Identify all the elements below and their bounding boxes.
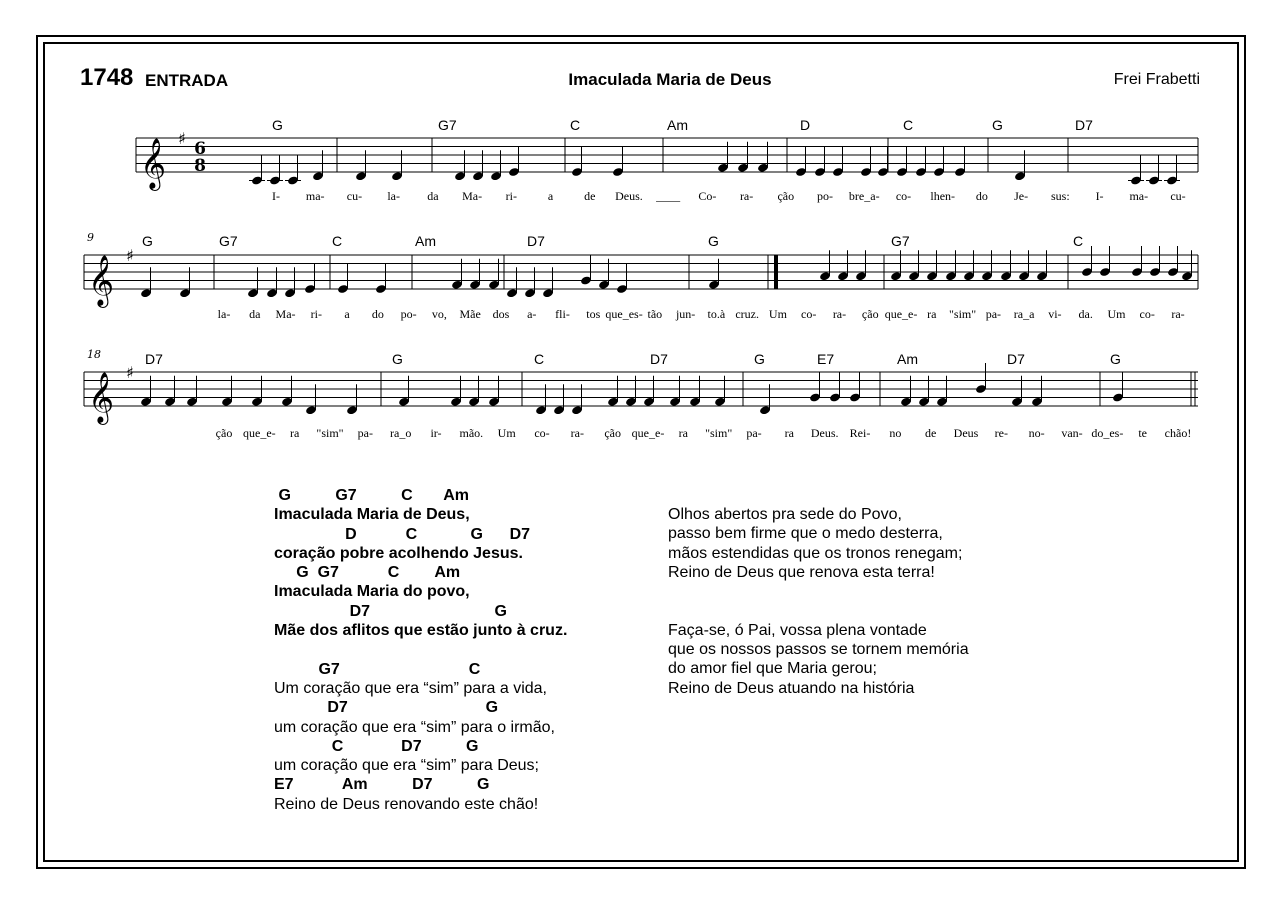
lyric-syllable: Rei- (849, 426, 871, 440)
chord-symbol: Am (667, 117, 688, 133)
lyric-syllable: da (427, 189, 439, 203)
lyric-syllable: ção (215, 426, 233, 440)
lyrics-right-column (668, 505, 969, 698)
lyric-syllable: ção (604, 426, 621, 440)
lyric-syllable: ma- (1129, 189, 1149, 203)
lyric-syllable: ri- (310, 307, 322, 321)
lyric-syllable: ra_a (1013, 307, 1035, 321)
lyric-syllable: co- (1139, 307, 1155, 321)
treble-clef-icon: 𝄞 (88, 255, 115, 306)
lyric-line: Imaculada Maria de Deus, (274, 506, 470, 524)
lyric-syllable: que_e- (631, 426, 665, 440)
lyric-syllable: ção (777, 189, 795, 203)
chord-symbol: E7 (817, 351, 835, 367)
chord-symbol: C (903, 117, 914, 133)
lyric-syllable: co- (534, 426, 550, 440)
lyric-syllable: jun- (675, 307, 696, 321)
lyric-syllable: chão! (1164, 426, 1192, 440)
lyric-syllable: ra (784, 426, 794, 440)
lyric-syllable: co- (895, 189, 912, 203)
lyric-line: Reino de Deus renovando este chão! (274, 795, 539, 813)
lyric-syllable: tos (586, 307, 601, 321)
lyric-line: mãos estendidas que os tronos renegam; (668, 544, 963, 562)
lyric-syllable: dos (492, 307, 510, 321)
staff-system-3 (84, 363, 1198, 415)
lyric-syllable: ra (290, 426, 300, 440)
lyric-syllable: do_es- (1091, 426, 1124, 440)
chord-symbol: G (992, 117, 1003, 133)
lyric-line: coração pobre acolhendo Jesus. (274, 544, 523, 562)
chord-symbol: G (1110, 351, 1121, 367)
lyric-syllable: I- (1095, 189, 1104, 203)
lyric-syllable: ra- (832, 307, 847, 321)
lyric-syllable: no (889, 426, 902, 440)
lyric-syllable: a (344, 307, 350, 321)
sharp-icon: ♯ (178, 129, 186, 148)
chord-line: D C G D7 (274, 525, 531, 543)
lyric-syllable: te (1138, 426, 1148, 440)
lyric-syllable: ra (678, 426, 688, 440)
lyric-syllable: Deus (953, 426, 979, 440)
staff-system-1 (136, 138, 1198, 186)
lyric-line: Reino de Deus que renova esta terra! (668, 563, 935, 581)
lyric-syllable: que_e- (243, 426, 276, 440)
lyric-line: Faça-se, ó Pai, vossa plena vontade (668, 621, 927, 639)
chord-symbol: G7 (891, 233, 910, 249)
lyric-syllable: ra- (1171, 307, 1185, 321)
lyric-syllable: Ma- (462, 189, 483, 203)
chord-line: D7 G (274, 699, 499, 717)
chord-line: G G7 C Am (274, 487, 469, 504)
lyric-syllable: co- (801, 307, 817, 321)
lyric-syllable: da (249, 307, 261, 321)
lyric-line: Imaculada Maria do povo, (274, 583, 470, 601)
staff-system-2 (84, 246, 1198, 298)
lyric-line (274, 640, 567, 659)
lyric-syllable: la- (217, 307, 231, 321)
lyric-syllable: ____ (656, 189, 681, 203)
lyric-syllable: no- (1028, 426, 1045, 440)
lyric-syllable: I- (272, 189, 280, 203)
lyric-syllable: de (584, 189, 596, 203)
chord-symbol: G (754, 351, 765, 367)
lyric-syllable: ir- (430, 426, 442, 440)
lyric-syllable: re- (994, 426, 1008, 440)
lyric-syllable: po- (400, 307, 417, 321)
chord-line: G G7 C Am (274, 564, 461, 582)
hymn-title: Imaculada Maria de Deus (568, 70, 772, 89)
lyric-line (668, 601, 969, 620)
lyric-line: passo bem firme que o medo desterra, (668, 525, 943, 543)
lyric-syllable: la- (387, 189, 400, 203)
lyric-syllable: ma- (305, 189, 325, 203)
time-signature-top: 6 (194, 139, 206, 159)
lyric-line: Um coração que era “sim” para a vida, (274, 679, 547, 697)
lyric-syllable: ri- (505, 189, 517, 203)
lyric-syllable: ra (927, 307, 937, 321)
lyric-syllable: Um (497, 426, 516, 440)
lyric-line: Mãe dos aflitos que estão junto à cruz. (274, 622, 568, 640)
lyric-syllable: ra_o (390, 426, 412, 440)
lyric-syllable: sus: (1051, 189, 1070, 203)
chord-symbol: G7 (438, 117, 457, 133)
measure-number: 9 (87, 231, 94, 244)
lyrics-left-column (274, 486, 567, 814)
lyric-syllable: que_e- (884, 307, 918, 321)
lyric-syllable: to.à (707, 307, 726, 321)
lyric-line: Reino de Deus atuando na história (668, 679, 915, 697)
lyric-syllable: Mãe (459, 307, 481, 321)
lyric-syllable: "sim" (949, 307, 977, 321)
lyric-line: um coração que era “sim” para Deus; (274, 757, 539, 775)
chord-symbol: D7 (145, 351, 163, 367)
lyric-syllable: cu- (346, 189, 363, 203)
lyric-syllable: do (975, 189, 988, 203)
lyric-syllable: "sim" (705, 426, 733, 440)
chord-symbol: G (708, 233, 719, 249)
thick-bar-line (774, 255, 778, 289)
lyric-syllable: mão. (459, 426, 484, 440)
lyric-line (668, 582, 969, 601)
lyric-syllable: po- (817, 189, 834, 203)
chord-symbol: Am (415, 233, 436, 249)
chord-symbol: C (332, 233, 343, 249)
lyric-syllable: tão (647, 307, 663, 321)
lyric-syllable: ra- (739, 189, 754, 203)
chord-symbol: G7 (219, 233, 238, 249)
chord-symbol: G (392, 351, 403, 367)
lyric-syllable: Um (768, 307, 787, 321)
treble-clef-icon: 𝄞 (140, 138, 167, 189)
lyric-syllable: cu- (1170, 189, 1186, 203)
chord-symbol: C (570, 117, 581, 133)
hymn-number: 1748 (80, 64, 134, 91)
lyric-syllable: cruz. (735, 307, 759, 321)
chord-symbol: Am (897, 351, 918, 367)
lyric-syllable: da. (1078, 307, 1093, 321)
lyric-syllable: van- (1061, 426, 1083, 440)
chord-symbol: C (534, 351, 545, 367)
lyric-syllable: vi- (1048, 307, 1062, 321)
chord-symbol: D7 (650, 351, 668, 367)
lyric-syllable: a (547, 189, 554, 203)
lyric-line: um coração que era “sim” para o irmão, (274, 718, 555, 736)
lyric-syllable: Um (1107, 307, 1126, 321)
chord-symbol: D7 (1007, 351, 1025, 367)
chord-symbol: D (800, 117, 811, 133)
sharp-icon: ♯ (126, 363, 134, 382)
chord-symbol: C (1073, 233, 1084, 249)
lyric-syllable: Je- (1014, 189, 1029, 203)
chord-line: D7 G (274, 602, 507, 620)
lyric-syllable: ção (861, 307, 879, 321)
sharp-icon: ♯ (126, 246, 134, 265)
lyric-syllable: do (371, 307, 384, 321)
chord-line: G7 C (274, 660, 481, 678)
section-label: ENTRADA (145, 71, 229, 90)
chord-line: C D7 G (274, 737, 479, 755)
treble-clef-icon: 𝄞 (88, 372, 115, 423)
lyric-syllable: "sim" (316, 426, 344, 440)
lyric-syllable: a- (527, 307, 537, 321)
lyric-syllable: pa- (357, 426, 373, 440)
chord-line: E7 Am D7 G (274, 776, 490, 794)
composer: Frei Frabetti (1113, 71, 1200, 88)
lyric-line: do amor fiel que Maria gerou; (668, 660, 877, 678)
lyric-syllable: pa- (746, 426, 762, 440)
lyric-syllable: vo, (431, 307, 447, 321)
lyric-syllable: Deus. (810, 426, 839, 440)
lyric-line: que os nossos passos se tornem memória (668, 641, 969, 659)
lyric-syllable: Ma- (275, 307, 296, 321)
lyric-syllable: Co- (698, 189, 717, 203)
lyric-syllable: Deus. (615, 189, 643, 203)
chord-symbol: G (142, 233, 153, 249)
time-signature-bottom: 8 (194, 156, 206, 176)
chord-symbol: D7 (1075, 117, 1093, 133)
lyric-syllable: de (925, 426, 937, 440)
lyric-syllable: bre_a- (848, 189, 880, 203)
chord-symbol: D7 (527, 233, 545, 249)
measure-number: 18 (87, 348, 101, 361)
lyric-syllable: pa- (985, 307, 1002, 321)
lyric-syllable: ra- (570, 426, 584, 440)
chord-symbol: G (272, 117, 283, 133)
lyric-line: Olhos abertos pra sede do Povo, (668, 506, 902, 523)
lyric-syllable: fli- (555, 307, 570, 321)
lyric-syllable: que_es- (605, 307, 643, 321)
lyric-syllable: lhen- (930, 189, 956, 203)
